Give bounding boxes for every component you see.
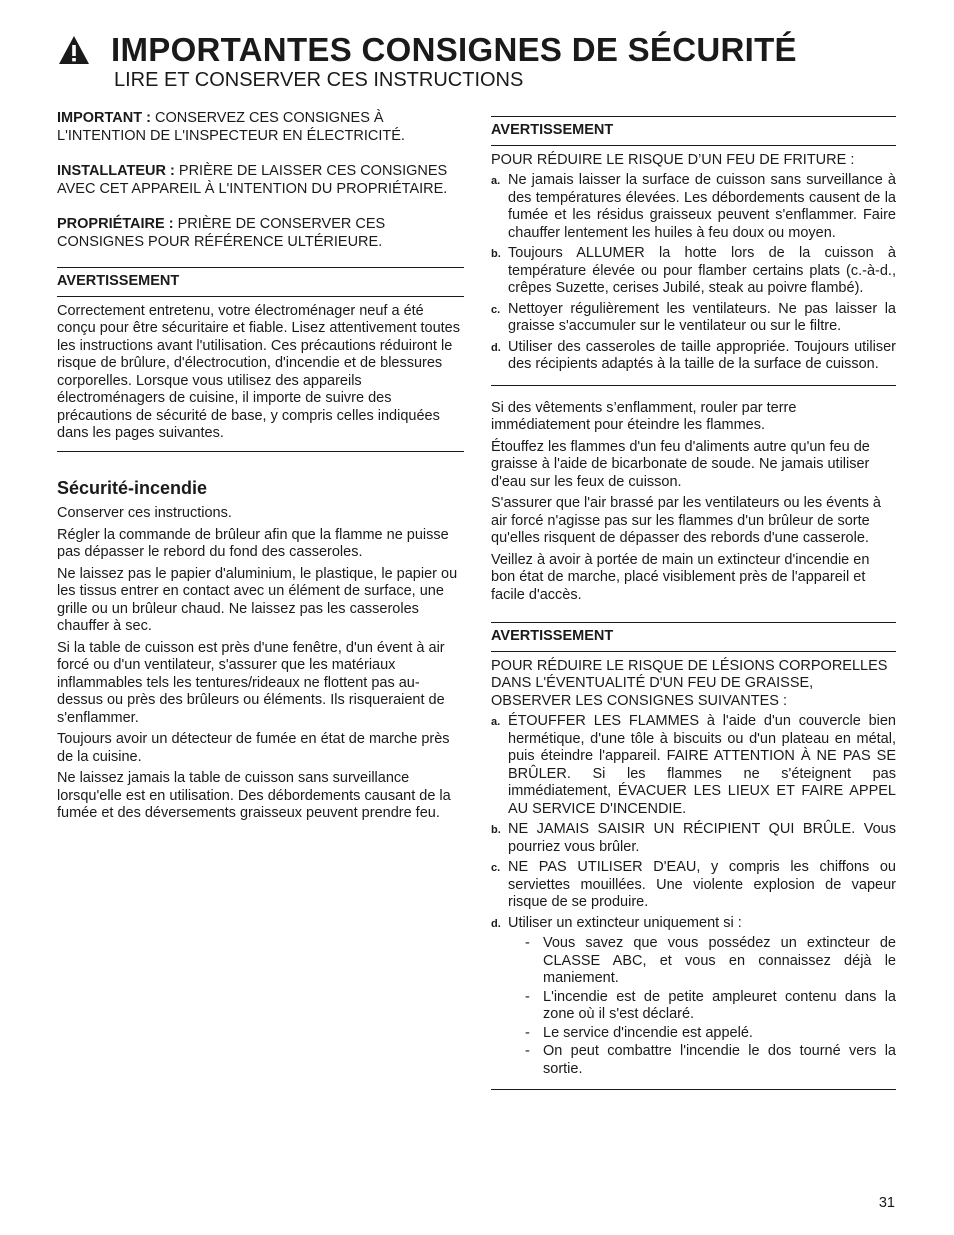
- sub-list-item-text: On peut combattre l'incendie le dos tourné vers la sortie.: [543, 1043, 896, 1077]
- list-marker: d.: [491, 341, 501, 354]
- right-column: [491, 116, 896, 1090]
- paragraph: Si la table de cuisson est près d'une fenêtre, d'un évent à air forcé ou d'un ventilateur, s'assurer que les matériaux inflammables tels les tentures/rideaux ne flottent pas au-dessus ou près des brûleurs ou éléments. Ils risqueraient de s'enflammer.: [57, 639, 445, 726]
- list-item-text: Utiliser un extincteur uniquement si :: [508, 914, 742, 931]
- list-marker: b.: [491, 248, 501, 260]
- list-item: [491, 301, 896, 336]
- list-marker: c.: [491, 862, 501, 874]
- left-column: [57, 110, 464, 827]
- paragraph: S'assurer que l'air brassé par les ventilateurs ou les évents à air forcé n'agisse pas sur les flammes d'un brûleur de sorte qu'elles risquent de dépasser des rebords d'une casserole.: [491, 495, 881, 546]
- warning-list: [491, 713, 896, 1078]
- sub-list-item: [525, 989, 896, 1024]
- warning-list: [491, 172, 896, 374]
- warning-heading: AVERTISSEMENT: [491, 623, 896, 652]
- warning-triangle-icon: [57, 33, 91, 67]
- warning-intro: POUR RÉDUIRE LE RISQUE D’UN FEU DE FRITURE :: [491, 151, 855, 168]
- dash-marker: -: [525, 988, 530, 1005]
- lead-text: PRIÈRE DE LAISSER CES CONSIGNES AVEC CET APPAREIL À L'INTENTION DU PROPRIÉTAIRE.: [57, 163, 448, 197]
- list-item: [491, 172, 896, 242]
- lead-text: CONSERVEZ CES CONSIGNES À L'INTENTION DE L'INSPECTEUR EN ÉLECTRICITÉ.: [57, 110, 405, 144]
- list-marker: d.: [491, 917, 501, 930]
- paragraph: Conserver ces instructions.: [57, 505, 232, 521]
- lead-important: [57, 110, 464, 145]
- list-item: [491, 245, 896, 298]
- list-marker: b.: [491, 824, 501, 836]
- list-item: [491, 339, 896, 374]
- list-item-text: NE JAMAIS SAISIR UN RÉCIPIENT QUI BRÛLE. Vous pourriez vous brûler.: [508, 821, 896, 855]
- lead-label: IMPORTANT :: [57, 110, 151, 126]
- list-item: [491, 859, 896, 912]
- list-item: [491, 821, 896, 856]
- list-marker: a.: [491, 175, 501, 187]
- paragraph: Ne laissez pas le papier d'aluminium, le plastique, le papier ou les tissus entrer en contact avec un élément de surface, une grille ou un brûleur chaud. Ne laissez pas les casseroles chauffer à sec.: [57, 565, 458, 634]
- sub-list-item-text: Vous savez que vous possédez un extincteur de CLASSE ABC, et vous en connaissez déjà le maniement.: [543, 935, 896, 986]
- lead-owner: [57, 216, 464, 251]
- paragraph: Régler la commande de brûleur afin que la flamme ne puisse pas dépasser le rebord du fond des casseroles.: [57, 526, 449, 560]
- list-item-text: Nettoyer régulièrement les ventilateurs. Ne pas laisser la graisse s'accumuler sur le ventilateur ou sur le filtre.: [508, 300, 896, 334]
- dash-marker: -: [525, 1024, 530, 1041]
- page-title: IMPORTANTES CONSIGNES DE SÉCURITÉ: [111, 31, 797, 68]
- dash-marker: -: [525, 935, 530, 951]
- list-marker: c.: [491, 303, 501, 316]
- paragraph: Toujours avoir un détecteur de fumée en état de marche près de la cuisine.: [57, 731, 450, 765]
- list-marker: a.: [491, 716, 501, 728]
- section-title-fire-safety: Sécurité-incendie: [57, 477, 208, 498]
- page-subtitle: LIRE ET CONSERVER CES INSTRUCTIONS: [114, 69, 524, 91]
- paragraph: Si des vêtements s’enflamment, rouler par terre immédiatement pour éteindre les flammes.: [491, 399, 797, 433]
- list-item-text: ÉTOUFFER LES FLAMMES à l'aide d'un couvercle bien hermétique, d'une tôle à biscuits ou d'un plateau en métal, puis éteindre l'appareil. FAIRE ATTENTION À NE PAS SE BRÛLER. Si les flammes ne s'éteignent pas immédiatement, ÉVACUER LES LIEUX ET FAIRE APPEL AU SERVICE D'INCENDIE.: [508, 713, 896, 817]
- fire-paragraphs: [491, 386, 896, 623]
- list-item-text: Ne jamais laisser la surface de cuisson sans surveillance à des températures élevées. Les débordements causent de la fumée et les résidus graisseux peuvent s'enflammer. Faire chauffer lentement les huiles à feu doux ou moyen.: [508, 172, 896, 241]
- sub-list-item: [525, 1043, 896, 1078]
- warning-box-frying: [491, 116, 896, 386]
- sub-list-item: [525, 935, 896, 988]
- lead-text: PRIÈRE DE CONSERVER CES CONSIGNES POUR RÉFÉRENCE ULTÉRIEURE.: [57, 216, 386, 250]
- warning-heading: AVERTISSEMENT: [491, 117, 896, 146]
- warning-text: Correctement entretenu, votre électroménager neuf a été conçu pour être sécuritaire et fiable. Lisez attentivement toutes les instructions avant l'utilisation. Ces précautions réduiront le risque de brûlure, d'électrocution, d'incendie et de blessures corporelles. Lorsque vous utilisez des appareils électroménagers de cuisine, il importe de suivre des précautions de sécurité de base, y compris celles indiquées dans les pages suivantes.: [57, 302, 460, 441]
- list-item-text: Toujours ALLUMER la hotte lors de la cuisson à température élevée ou pour flamber certains plats (c.-à-d., crêpes Suzette, cerises Jubilé, steak au poivre flambé).: [508, 245, 896, 296]
- dash-marker: -: [525, 1043, 530, 1059]
- warning-body: [491, 146, 896, 385]
- warning-body: [491, 652, 896, 1090]
- list-item-text: Utiliser des casseroles de taille appropriée. Toujours utiliser des récipients adaptés à la taille de la surface de cuisson.: [508, 338, 896, 372]
- warning-box: [57, 267, 464, 452]
- lead-installer: [57, 163, 464, 198]
- sub-list-item-text: Le service d'incendie est appelé.: [543, 1024, 753, 1041]
- list-item: [491, 713, 896, 818]
- lead-label: INSTALLATEUR :: [57, 163, 175, 179]
- paragraph: Ne laissez jamais la table de cuisson sans surveillance lorsqu'elle est en utilisation. Des débordements causant de la fumée et des déversements graisseux peuvent prendre feu.: [57, 770, 451, 821]
- sub-list-item: [525, 1025, 896, 1043]
- paragraph: Veillez à avoir à portée de main un extincteur d'incendie en bon état de marche, placé visiblement près de l'appareil et facile d'accès.: [491, 551, 870, 603]
- warning-heading: AVERTISSEMENT: [57, 268, 464, 297]
- list-item: [491, 915, 896, 1079]
- warning-intro: POUR RÉDUIRE LE RISQUE DE LÉSIONS CORPORELLES DANS L'ÉVENTUALITÉ D'UN FEU DE GRAISSE, OBSERVER LES CONSIGNES SUIVANTES :: [491, 657, 888, 709]
- lead-label: PROPRIÉTAIRE :: [57, 216, 174, 232]
- sub-list-item-text: L'incendie est de petite ampleuret contenu dans la zone où il s'est déclaré.: [543, 988, 896, 1022]
- paragraph: Étouffez les flammes d'un feu d'aliments autre qu'un feu de graisse à l'aide de bicarbonate de soude. Ne jamais utiliser d'eau sur les feux de cuisson.: [491, 438, 870, 490]
- sub-list: [525, 935, 896, 1078]
- warning-box-grease-fire: [491, 622, 896, 1090]
- list-item-text: NE PAS UTILISER D'EAU, y compris les chiffons ou serviettes mouillées. Une violente explosion de vapeur risque de se produire.: [508, 859, 896, 910]
- page-header: [57, 30, 902, 91]
- page-number: 31: [878, 1195, 895, 1211]
